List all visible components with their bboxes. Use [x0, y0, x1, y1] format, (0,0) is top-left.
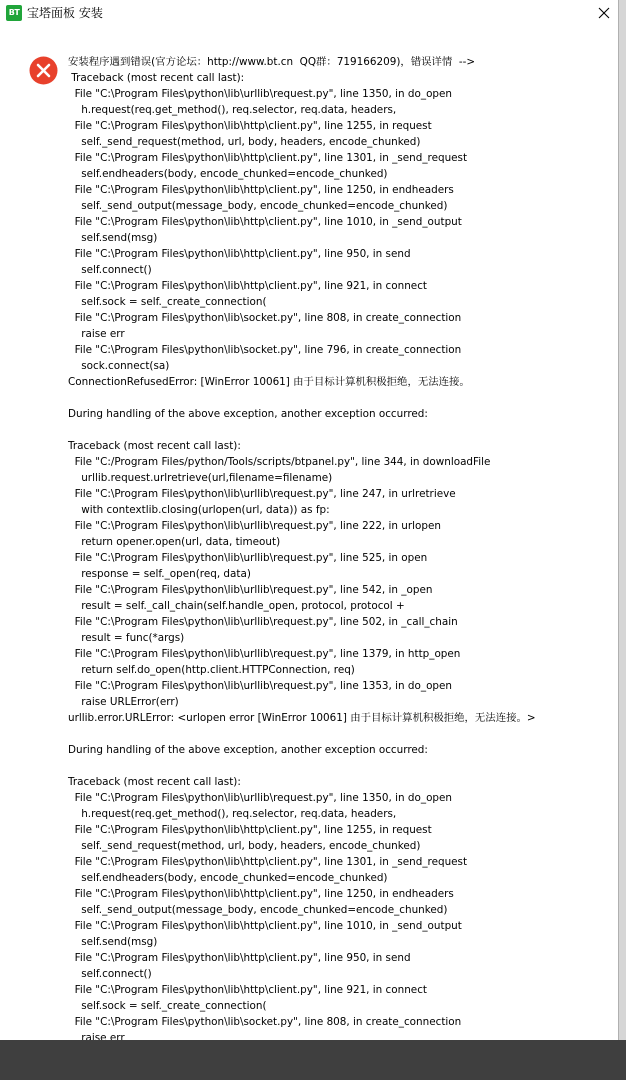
- error-detail-line: File "C:\Program Files\python\lib\urllib\request.py", line 222, in urlopen: [68, 520, 441, 532]
- error-detail-line: File "C:\Program Files\python\lib\http\client.py", line 1010, in _send_output: [68, 216, 462, 228]
- error-detail-line: self._send_output(message_body, encode_chunked=encode_chunked): [68, 200, 448, 212]
- error-detail-line: File "C:\Program Files\python\lib\http\client.py", line 950, in send: [68, 952, 411, 964]
- error-detail-line: sock.connect(sa): [68, 360, 170, 372]
- error-detail-line: File "C:\Program Files\python\lib\socket.py", line 796, in create_connection: [68, 344, 462, 356]
- bt-logo-icon: BT: [6, 5, 22, 21]
- title-bar[interactable]: [0, 0, 618, 28]
- close-icon: [598, 7, 610, 19]
- error-detail-line: File "C:\Program Files\python\lib\socket.py", line 808, in create_connection: [68, 312, 462, 324]
- error-detail-line: File "C:\Program Files\python\lib\urllib\request.py", line 1379, in http_open: [68, 648, 461, 660]
- error-detail-line: Traceback (most recent call last):: [68, 72, 245, 84]
- error-detail-line: self._send_request(method, url, body, headers, encode_chunked): [68, 136, 421, 148]
- window-title: 宝塔面板 安装: [27, 6, 103, 20]
- error-detail-line: During handling of the above exception, another exception occurred:: [68, 408, 428, 420]
- error-detail-line: File "C:\Program Files\python\lib\urllib\request.py", line 1353, in do_open: [68, 680, 452, 692]
- error-detail-line: self.sock = self._create_connection(: [68, 296, 267, 308]
- error-detail-line: with contextlib.closing(urlopen(url, data)) as fp:: [68, 504, 330, 516]
- error-detail-line: self.connect(): [68, 264, 152, 276]
- error-detail-line: File "C:\Program Files\python\lib\urllib\request.py", line 542, in _open: [68, 584, 433, 596]
- error-detail-line: result = self._call_chain(self.handle_open, protocol, protocol +: [68, 600, 405, 612]
- error-detail-line: h.request(req.get_method(), req.selector, req.data, headers,: [68, 808, 397, 820]
- error-detail-line: [68, 422, 608, 438]
- error-detail-line: File "C:\Program Files\python\lib\urllib\request.py", line 525, in open: [68, 552, 428, 564]
- error-detail-line: self.send(msg): [68, 936, 158, 948]
- error-detail-line: File "C:\Program Files\python\lib\http\client.py", line 921, in connect: [68, 280, 427, 292]
- error-detail-line: File "C:\Program Files\python\lib\http\client.py", line 1250, in endheaders: [68, 184, 454, 196]
- error-details-text: [68, 54, 608, 1040]
- taskbar: [0, 1040, 626, 1080]
- error-detail-line: File "C:\Program Files\python\lib\urllib\request.py", line 502, in _call_chain: [68, 616, 458, 628]
- error-detail-line: File "C:\Program Files\python\lib\http\client.py", line 1301, in _send_request: [68, 856, 468, 868]
- error-detail-line: [68, 726, 608, 742]
- error-detail-line: 安装程序遇到错误(官方论坛：http://www.bt.cn QQ群：719166209)，错误详情 -->: [68, 56, 476, 68]
- error-detail-line: File "C:\Program Files\python\lib\urllib\request.py", line 1350, in do_open: [68, 792, 452, 804]
- error-detail-line: h.request(req.get_method(), req.selector, req.data, headers,: [68, 104, 397, 116]
- error-detail-line: [68, 758, 608, 774]
- error-detail-line: self._send_request(method, url, body, headers, encode_chunked): [68, 840, 421, 852]
- error-detail-line: Traceback (most recent call last):: [68, 440, 241, 452]
- error-detail-line: raise URLError(err): [68, 696, 179, 708]
- error-detail-line: File "C:\Program Files\python\lib\http\client.py", line 1010, in _send_output: [68, 920, 462, 932]
- error-detail-line: File "C:\Program Files\python\lib\urllib\request.py", line 1350, in do_open: [68, 88, 452, 100]
- close-button[interactable]: [592, 2, 618, 24]
- error-detail-line: [68, 390, 608, 406]
- error-detail-line: File "C:\Program Files\python\lib\http\client.py", line 921, in connect: [68, 984, 427, 996]
- error-x-circle-icon: [29, 56, 58, 85]
- error-detail-line: ConnectionRefusedError: [WinError 10061] 由于目标计算机积极拒绝，无法连接。: [68, 376, 470, 388]
- error-detail-line: self.connect(): [68, 968, 152, 980]
- error-detail-line: File "C:\Program Files\python\lib\http\client.py", line 1301, in _send_request: [68, 152, 468, 164]
- error-detail-line: urllib.error.URLError: <urlopen error [WinError 10061] 由于目标计算机积极拒绝，无法连接。>: [68, 712, 536, 724]
- error-detail-line: raise err: [68, 328, 125, 340]
- error-detail-line: response = self._open(req, data): [68, 568, 251, 580]
- error-detail-line: self.endheaders(body, encode_chunked=encode_chunked): [68, 168, 388, 180]
- error-detail-line: result = func(*args): [68, 632, 185, 644]
- error-detail-line: Traceback (most recent call last):: [68, 776, 241, 788]
- error-detail-line: During handling of the above exception, another exception occurred:: [68, 744, 428, 756]
- error-detail-line: File "C:/Program Files/python/Tools/scripts/btpanel.py", line 344, in downloadFile: [68, 456, 491, 468]
- error-detail-line: self._send_output(message_body, encode_chunked=encode_chunked): [68, 904, 448, 916]
- error-detail-line: urllib.request.urlretrieve(url,filename=filename): [68, 472, 333, 484]
- error-detail-line: File "C:\Program Files\python\lib\socket.py", line 808, in create_connection: [68, 1016, 462, 1028]
- error-detail-line: self.sock = self._create_connection(: [68, 1000, 267, 1012]
- error-detail-line: File "C:\Program Files\python\lib\http\client.py", line 1255, in request: [68, 120, 432, 132]
- error-detail-line: self.endheaders(body, encode_chunked=encode_chunked): [68, 872, 388, 884]
- error-detail-line: self.send(msg): [68, 232, 158, 244]
- error-detail-line: File "C:\Program Files\python\lib\http\client.py", line 950, in send: [68, 248, 411, 260]
- error-detail-line: return self.do_open(http.client.HTTPConnection, req): [68, 664, 355, 676]
- error-detail-line: return opener.open(url, data, timeout): [68, 536, 281, 548]
- error-detail-line: raise err: [68, 1032, 125, 1040]
- error-detail-line: File "C:\Program Files\python\lib\http\client.py", line 1250, in endheaders: [68, 888, 454, 900]
- error-detail-line: File "C:\Program Files\python\lib\http\client.py", line 1255, in request: [68, 824, 432, 836]
- error-detail-line: File "C:\Program Files\python\lib\urllib\request.py", line 247, in urlretrieve: [68, 488, 456, 500]
